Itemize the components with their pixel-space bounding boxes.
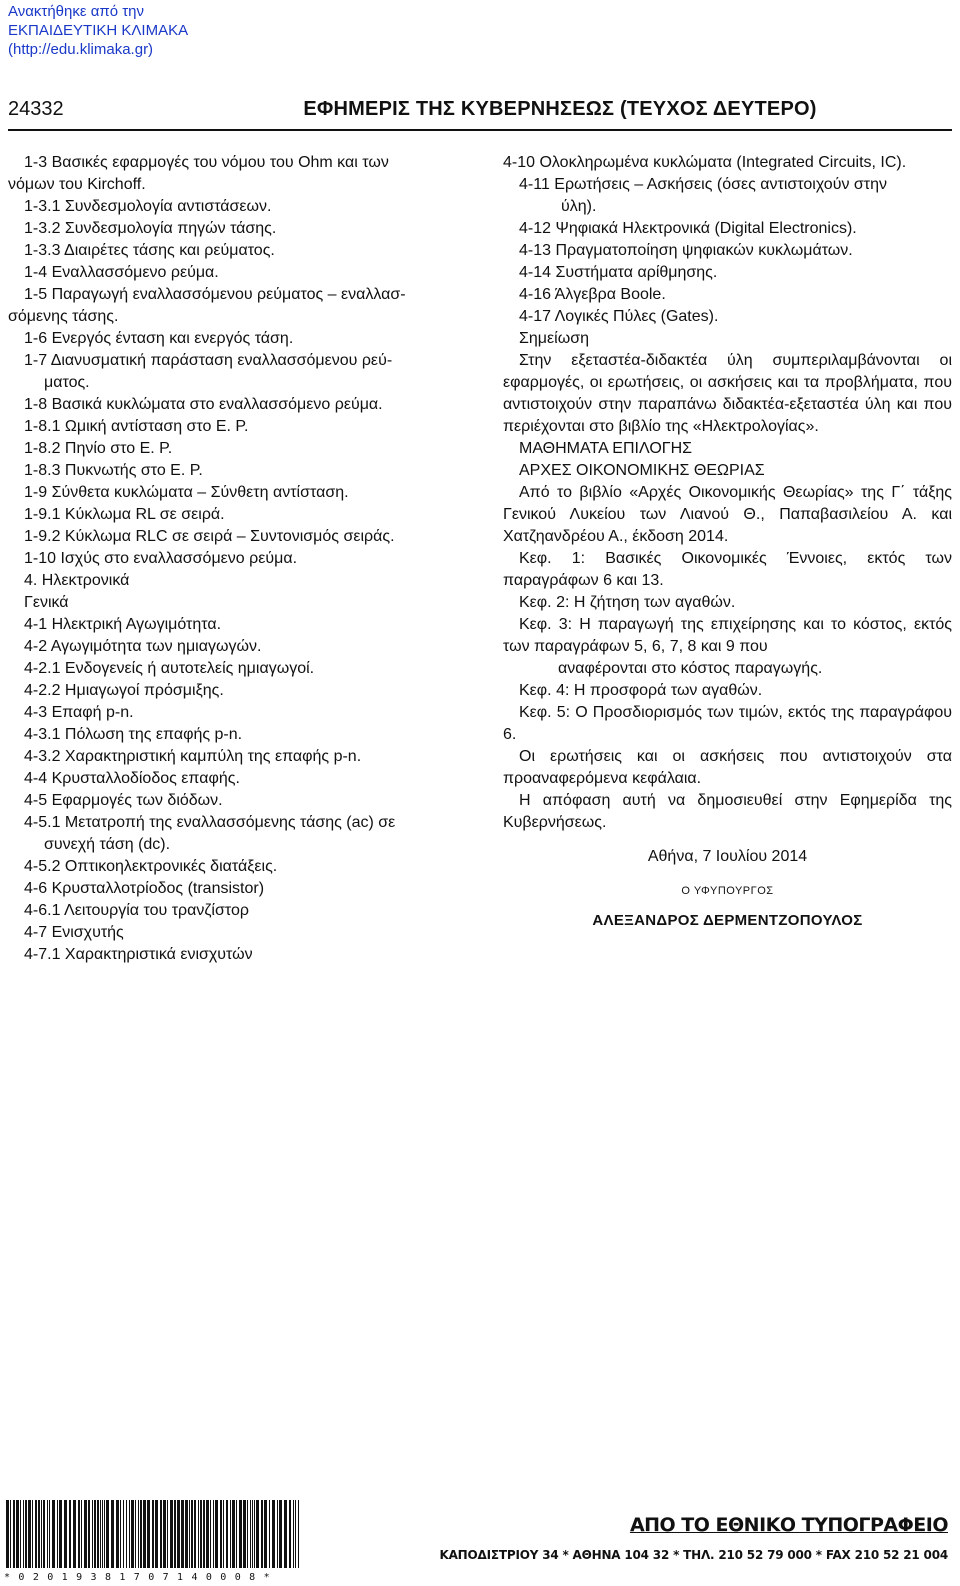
header-rule	[8, 129, 952, 131]
barcode-bar	[116, 1500, 119, 1568]
barcode-bar	[213, 1500, 214, 1568]
barcode-bar	[295, 1500, 296, 1568]
barcode-bar	[206, 1500, 209, 1568]
left-topic-line: 4-5.2 Οπτικοηλεκτρονικές διατάξεις.	[24, 858, 278, 875]
questions-text: Οι ερωτήσεις και οι ασκήσεις που αντιστοιχούν στα προαναφερόμενα κεφάλαια.	[503, 748, 952, 787]
barcode-bar	[189, 1500, 190, 1568]
left-topic-line: 1-5 Παραγωγή εναλλασσόμενου ρεύματος – εναλλασ-	[24, 286, 406, 303]
left-topic-line: 1-3.3 Διαιρέτες τάσης και ρεύματος.	[24, 242, 275, 259]
chapter-1: Κεφ. 1: Βασικές Οικονομικές Έννοιες, εκτός των παραγράφων 6 και 13.	[503, 550, 952, 589]
subject-heading: ΑΡΧΕΣ ΟΙΚΟΝΟΜΙΚΗΣ ΘΕΩΡΙΑΣ	[519, 462, 765, 479]
left-topic-line: 1-6 Ενεργός ένταση και ενεργός τάση.	[24, 330, 294, 347]
barcode-bar	[198, 1500, 199, 1568]
right-topic-line: 4-14 Συστήματα αρίθμησης.	[519, 264, 718, 281]
barcode-bar	[10, 1500, 11, 1568]
chapter-2: Κεφ. 2: Η ζήτηση των αγαθών.	[519, 594, 736, 611]
barcode-bar	[59, 1500, 62, 1568]
printer-address: ΚΑΠΟΔΙΣΤΡΙΟΥ 34 * ΑΘΗΝΑ 104 32 * ΤΗΛ. 210 52 79 000 * FAX 210 52 21 004	[439, 1548, 948, 1562]
signature-block	[503, 846, 952, 932]
chapter-3b: αναφέρονται στο κόστος παραγωγής.	[558, 660, 823, 677]
barcode-bar	[215, 1500, 218, 1568]
left-topic-line: νόμων του Kirchoff.	[8, 176, 146, 193]
barcode-bar	[140, 1500, 142, 1568]
barcode-bar	[84, 1500, 87, 1568]
left-topic-line: 1-7 Διανυσματική παράσταση εναλλασσόμενου ρεύ-	[24, 352, 393, 369]
left-topic-line: 1-9 Σύνθετα κυκλώματα – Σύνθετη αντίσταση.	[24, 484, 349, 501]
left-topic-line: 1-8.2 Πηνίο στο Ε. Ρ.	[24, 440, 173, 457]
barcode-bar	[264, 1500, 267, 1568]
left-topic-line: 1-9.1 Κύκλωμα RL σε σειρά.	[24, 506, 225, 523]
chapter-3a: Κεφ. 3: Η παραγωγή της επιχείρησης και το κόστος, εκτός των παραγράφων 5, 6, 7, 8 και 9 που	[503, 616, 952, 655]
right-topic-line: 4-11 Ερωτήσεις – Ασκήσεις (όσες αντιστοιχούν στην	[519, 176, 887, 193]
gazette-title: ΕΦΗΜΕΡΙΣ ΤΗΣ ΚΥΒΕΡΝΗΣΕΩΣ (ΤΕΥΧΟΣ ΔΕΥΤΕΡΟ)	[303, 98, 817, 120]
signature-name: ΑΛΕΞΑΝΔΡΟΣ ΔΕΡΜΕΝΤΖΟΠΟΥΛΟΣ	[592, 912, 863, 929]
barcode-bar	[20, 1500, 21, 1568]
barcode-bar	[69, 1500, 71, 1568]
left-topic-line: 4-5.1 Μετατροπή της εναλλασσόμενης τάσης (ac) σε	[24, 814, 396, 831]
barcode-bar	[73, 1500, 76, 1568]
left-topic-line: 4-2.2 Ημιαγωγοί πρόσμιξης.	[24, 682, 224, 699]
barcode-bar	[272, 1500, 275, 1568]
barcode-bar	[170, 1500, 173, 1568]
barcode-bar	[177, 1500, 180, 1568]
left-topic-line: 4-7.1 Χαρακτηριστικά ενισχυτών	[24, 946, 253, 963]
barcode-bar	[254, 1500, 255, 1568]
left-topic-line: 4-4 Κρυσταλλοδίοδος επαφής.	[24, 770, 240, 787]
left-topic-line: ματος.	[44, 374, 90, 391]
barcode-bar	[41, 1500, 42, 1568]
barcode-bar	[252, 1500, 253, 1568]
barcode-bar	[232, 1500, 235, 1568]
barcode-bar	[106, 1500, 109, 1568]
barcode-bar	[88, 1500, 90, 1568]
watermark-line-2: ΕΚΠΑΙΔΕΥΤΙΚΗ ΚΛΙΜΑΚΑ	[8, 22, 189, 39]
barcode-bar	[43, 1500, 45, 1568]
barcode-bar	[52, 1500, 55, 1568]
chapter-5: Κεφ. 5: Ο Προσδιορισμός των τιμών, εκτός της παραγράφου 6.	[503, 704, 952, 743]
barcode-bar	[210, 1500, 211, 1568]
barcode-bar	[47, 1500, 48, 1568]
barcode-bar	[279, 1500, 282, 1568]
barcode-bar	[230, 1500, 231, 1568]
barcode-bar	[13, 1500, 15, 1568]
right-topic-line: 4-12 Ψηφιακά Ηλεκτρονικά (Digital Electronics).	[519, 220, 857, 237]
left-topic-line: 1-3.2 Συνδεσμολογία πηγών τάσης.	[24, 220, 277, 237]
chapter-4: Κεφ. 4: Η προσφορά των αγαθών.	[519, 682, 763, 699]
barcode-bar	[104, 1500, 105, 1568]
left-topic-line: 4-7 Ενισχυτής	[24, 924, 124, 941]
barcode-bar	[298, 1500, 299, 1568]
barcode-bar	[131, 1500, 134, 1568]
barcode	[4, 1500, 304, 1574]
right-topic-line: 4-10 Ολοκληρωμένα κυκλώματα (Integrated Circuits, IC).	[503, 154, 907, 171]
barcode-bar	[25, 1500, 27, 1568]
watermark	[8, 2, 188, 59]
left-topic-line: 4-6.1 Λειτουργία του τρανζίστορ	[24, 902, 249, 919]
barcode-bar	[97, 1500, 99, 1568]
left-column	[8, 152, 460, 966]
left-topic-line: 4-5 Εφαρμογές των διόδων.	[24, 792, 223, 809]
signature-date: Αθήνα, 7 Ιουλίου 2014	[647, 848, 808, 865]
barcode-bar	[147, 1500, 150, 1568]
barcode-bar	[256, 1500, 259, 1568]
barcode-bar	[223, 1500, 224, 1568]
barcode-bar	[120, 1500, 121, 1568]
barcode-bar	[6, 1500, 9, 1568]
barcode-bar	[203, 1500, 205, 1568]
right-topic-line: 4-17 Λογικές Πύλες (Gates).	[519, 308, 719, 325]
left-topic-line: 4. Ηλεκτρονικά	[24, 572, 130, 589]
barcode-bar	[92, 1500, 93, 1568]
barcode-bar	[143, 1500, 146, 1568]
left-topic-line: 4-2 Αγωγιμότητα των ημιαγωγών.	[24, 638, 262, 655]
left-topic-line: 4-3 Επαφή p-n.	[24, 704, 134, 721]
barcode-bar	[269, 1500, 270, 1568]
left-topic-line: 4-1 Ηλεκτρική Αγωγιμότητα.	[24, 616, 222, 633]
barcode-bar	[123, 1500, 124, 1568]
right-column	[503, 152, 952, 932]
barcode-bar	[167, 1500, 168, 1568]
barcode-bar	[191, 1500, 193, 1568]
left-topic-line: σόμενης τάσης.	[8, 308, 119, 325]
barcode-bar	[200, 1500, 202, 1568]
barcode-bar	[126, 1500, 127, 1568]
book-text: Από το βιβλίο «Αρχές Οικονομικής Θεωρίας» της Γ΄ τάξης Γενικού Λυκείου των Λιανού Θ., Παπαβασιλείου Α. και Χατζηανδρέου Α., έκδοση 2014.	[503, 484, 952, 545]
printer-name: ΑΠΟ ΤΟ ΕΘΝΙΚΟ ΤΥΠΟΓΡΑΦΕΙΟ	[629, 1514, 948, 1536]
publish-text: Η απόφαση αυτή να δημοσιευθεί στην Εφημερίδα της Κυβερνήσεως.	[503, 792, 952, 831]
barcode-bar	[155, 1500, 158, 1568]
barcode-bar	[35, 1500, 37, 1568]
barcode-bar	[28, 1500, 31, 1568]
barcode-bar	[293, 1500, 294, 1568]
barcode-bar	[289, 1500, 291, 1568]
elective-heading: ΜΑΘΗΜΑΤΑ ΕΠΙΛΟΓΗΣ	[519, 440, 693, 457]
note-heading: Σημείωση	[519, 330, 589, 347]
left-topic-line: Γενικά	[24, 594, 69, 611]
barcode-bar	[32, 1500, 33, 1568]
barcode-bar	[138, 1500, 139, 1568]
left-topic-line: 4-3.2 Χαρακτηριστική καμπύλη της επαφής p-n.	[24, 748, 362, 765]
barcode-bar	[57, 1500, 58, 1568]
barcode-bar	[94, 1500, 96, 1568]
barcode-digits: *02019381707140008*	[4, 1572, 278, 1583]
barcode-bar	[81, 1500, 82, 1568]
left-topic-line: 1-4 Εναλλασσόμενο ρεύμα.	[24, 264, 219, 281]
left-topic-line: 1-3 Βασικές εφαρμογές του νόμου του Ohm και των	[24, 154, 389, 171]
page-number: 24332	[8, 98, 64, 120]
barcode-bar	[250, 1500, 251, 1568]
left-topic-line: 1-8 Βασικά κυκλώματα στο εναλλασσόμενο ρεύμα.	[24, 396, 383, 413]
barcode-bar	[243, 1500, 246, 1568]
barcode-bar	[174, 1500, 176, 1568]
barcode-bar	[152, 1500, 154, 1568]
barcode-bar	[284, 1500, 287, 1568]
barcode-bar	[100, 1500, 101, 1568]
barcode-bar	[261, 1500, 263, 1568]
barcode-bar	[135, 1500, 136, 1568]
barcode-bar	[23, 1500, 24, 1568]
barcode-bar	[247, 1500, 248, 1568]
barcode-bar	[185, 1500, 188, 1568]
barcode-bar	[181, 1500, 184, 1568]
left-topic-line: 1-3.1 Συνδεσμολογία αντιστάσεων.	[24, 198, 272, 215]
right-topic-list	[503, 152, 952, 328]
barcode-bar	[194, 1500, 196, 1568]
note-text: Στην εξεταστέα-διδακτέα ύλη συμπεριλαμβάνονται οι εφαρμογές, οι ερωτήσεις, οι ασκήσεις και τα προβλήματα, που αντιστοιχούν στην παραπάνω διδακτέα-εξεταστέα ύλη και που περιέχονται στο βιβλίο της «Ηλεκτρολογίας».	[503, 352, 952, 435]
barcode-bar	[64, 1500, 67, 1568]
right-topic-line: 4-13 Πραγματοποίηση ψηφιακών κυκλωμάτων.	[519, 242, 853, 259]
left-topic-line: 4-2.1 Ενδογενείς ή αυτοτελείς ημιαγωγοί.	[24, 660, 315, 677]
barcode-bar	[49, 1500, 50, 1568]
left-topic-line: 1-8.1 Ωμική αντίσταση στο Ε. Ρ.	[24, 418, 249, 435]
barcode-bar	[239, 1500, 242, 1568]
left-topic-line: 4-6 Κρυσταλλοτρίοδος (transistor)	[24, 880, 265, 897]
left-topic-line: 4-3.1 Πόλωση της επαφής p-n.	[24, 726, 243, 743]
left-topic-line: συνεχή τάση (dc).	[44, 836, 171, 853]
right-topic-line: 4-16 Άλγεβρα Boole.	[519, 286, 666, 303]
watermark-line-1: Ανακτήθηκε από την	[8, 3, 145, 20]
barcode-bar	[129, 1500, 130, 1568]
signature-title: Ο ΥΦΥΠΟΥΡΓΟΣ	[681, 885, 774, 897]
left-topic-line: 1-8.3 Πυκνωτής στο Ε. Ρ.	[24, 462, 203, 479]
barcode-bar	[236, 1500, 237, 1568]
watermark-link[interactable]: (http://edu.klimaka.gr)	[8, 41, 154, 58]
barcode-bar	[38, 1500, 40, 1568]
barcode-bar	[78, 1500, 80, 1568]
barcode-bar	[16, 1500, 19, 1568]
left-topic-line: 1-10 Ισχύς στο εναλλασσόμενο ρεύμα.	[24, 550, 298, 567]
barcode-bar	[102, 1500, 103, 1568]
barcode-bar	[226, 1500, 228, 1568]
left-topic-line: 1-9.2 Κύκλωμα RLC σε σειρά – Συντονισμός σειράς.	[24, 528, 395, 545]
barcode-bar	[220, 1500, 222, 1568]
barcode-bar	[111, 1500, 114, 1568]
barcode-bar	[277, 1500, 278, 1568]
barcode-bar	[163, 1500, 166, 1568]
right-topic-line: ύλη).	[561, 198, 597, 215]
barcode-bar	[160, 1500, 162, 1568]
